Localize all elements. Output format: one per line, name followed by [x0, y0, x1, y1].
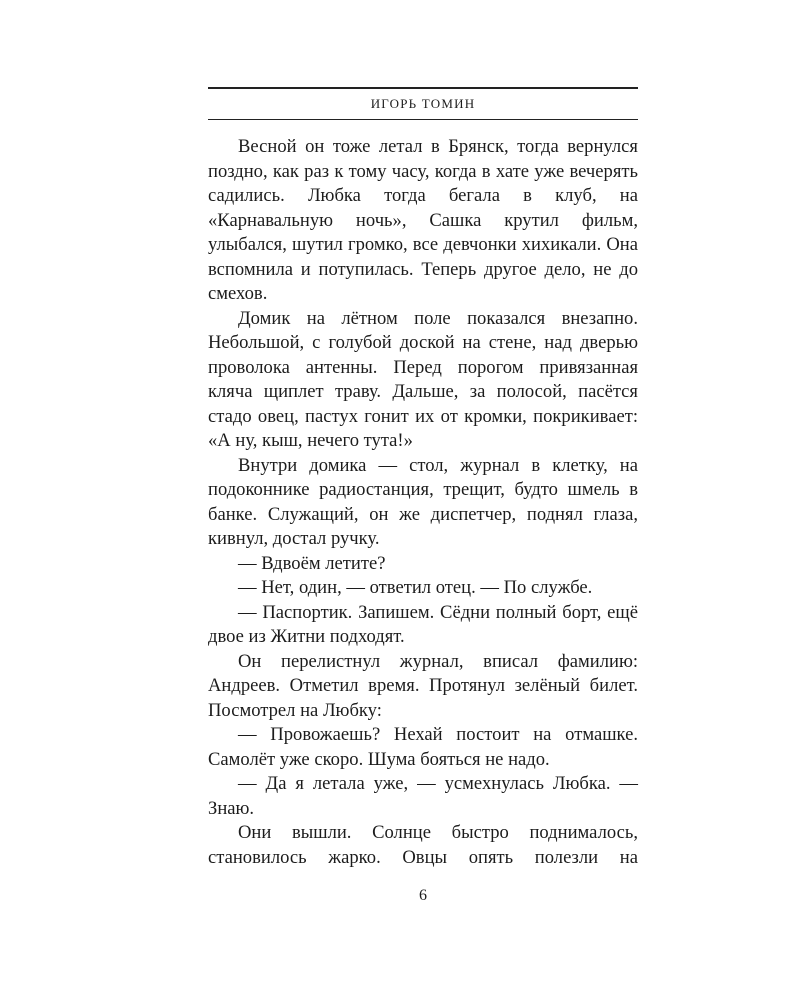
dialogue-line: — Нет, один, — ответил отец. — По службе. — [238, 577, 593, 598]
dialogue-line: — Да я летала уже, — усмехнулась Любка. — Знаю. — [208, 773, 638, 819]
body-text — [208, 135, 638, 870]
page-number: 6 — [419, 887, 427, 904]
paragraph: Они вышли. Солнце быстро поднималось, становилось жарко. Овцы опять полезли на — [208, 822, 638, 868]
dialogue-line: — Паспортик. Запишем. Сёдни полный борт, ещё двое из Житни подходят. — [208, 601, 638, 647]
paragraph: Домик на лётном поле показался внезапно. Небольшой, с голубой доской на стене, над дверью проволока антенны. Перед порогом привязанная кляча щиплет траву. Дальше, за полосой, пасётся стадо овец, пастух гонит их от кромки, покрикивает: «А ну, кыш, нечего тута!» — [208, 307, 638, 451]
paragraph: Он перелистнул журнал, вписал фамилию: Андреев. Отметил время. Протянул зелёный билет. Посмотрел на Любку: — [208, 650, 638, 721]
dialogue-line: — Вдвоём летите? — [238, 552, 386, 574]
running-head: ИГОРЬ ТОМИН — [370, 96, 476, 111]
paragraph: Внутри домика — стол, журнал в клетку, на подоконнике радиостанция, трещит, будто шмель в банке. Служащий, он же диспетчер, поднял глаза, кивнул, достал ручку. — [208, 454, 638, 549]
paragraph: Весной он тоже летал в Брянск, тогда вернулся поздно, как раз к тому часу, когда в хате уже вечерять садились. Любка тогда бегала в клуб, на «Карнавальную ночь», Сашка крутил фильм, улыбался, шутил громко, все девчонки хихикали. Она вспомнила и потупилась. Теперь другое дело, не до смехов. — [208, 136, 638, 304]
dialogue-line: — Провожаешь? Нехай постоит на отмашке. Самолёт уже скоро. Шума бояться не надо. — [208, 724, 638, 770]
header-rule-bottom — [208, 119, 638, 120]
header-rule-top — [208, 87, 638, 89]
